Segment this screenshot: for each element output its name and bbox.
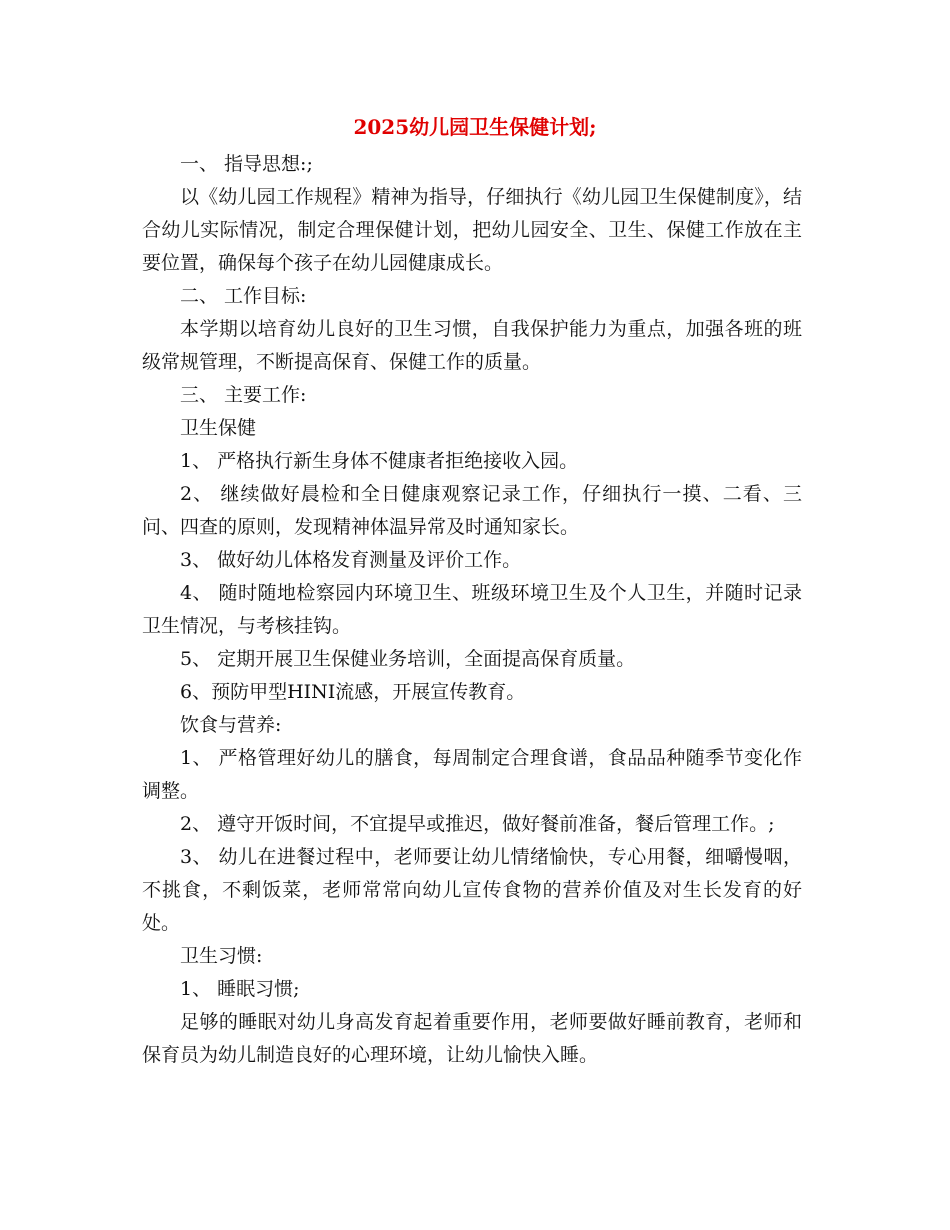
list-item: 6、预防甲型HINI流感，开展宣传教育。 (180, 681, 526, 703)
paragraph: 以《幼儿园工作规程》精神为指导，仔细执行《幼儿园卫生保健制度》，结合幼儿实际情况，制定合理保健计划，把幼儿园安全、卫生、保健工作放在主要位置，确保每个孩子在幼儿园健康成长。 (142, 186, 802, 274)
list-item: 1、 严格执行新生身体不健康者拒绝接收入园。 (180, 450, 579, 472)
list-item: 2、 遵守开饭时间，不宜提早或推迟，做好餐前准备，餐后管理工作。; (180, 813, 775, 835)
list-item: 1、 睡眠习惯; (180, 978, 300, 1000)
paragraph: 本学期以培育幼儿良好的卫生习惯，自我保护能力为重点，加强各班的班级常规管理，不断提高保育、保健工作的质量。 (142, 318, 802, 373)
list-item: 1、 严格管理好幼儿的膳食，每周制定合理食谱，食品品种随季节变化作调整。 (142, 747, 802, 802)
list-item: 2、 继续做好晨检和全日健康观察记录工作，仔细执行一摸、二看、三问、四查的原则，发现精神体温异常及时通知家长。 (142, 483, 802, 538)
subheading-health-care: 卫生保健 (180, 417, 257, 439)
list-item: 3、 做好幼儿体格发育测量及评价工作。 (180, 549, 522, 571)
document-title: 2025幼儿园卫生保健计划; (353, 115, 597, 139)
subheading-diet-nutrition: 饮食与营养: (180, 714, 282, 736)
section-heading-guiding-ideology: 一、 指导思想:; (180, 153, 313, 175)
paragraph: 足够的睡眠对幼儿身高发育起着重要作用，老师要做好睡前教育，老师和保育员为幼儿制造良好的心理环境，让幼儿愉快入睡。 (142, 1011, 802, 1066)
section-heading-work-goals: 二、 工作目标: (180, 285, 307, 307)
subheading-hygiene-habits: 卫生习惯: (180, 945, 263, 967)
list-item: 4、 随时随地检察园内环境卫生、班级环境卫生及个人卫生，并随时记录卫生情况，与考核挂钩。 (142, 582, 802, 637)
list-item: 3、 幼儿在进餐过程中，老师要让幼儿情绪愉快，专心用餐，细嚼慢咽，不挑食，不剩饭菜，老师常常向幼儿宣传食物的营养价值及对生长发育的好处。 (142, 846, 802, 934)
list-item: 5、 定期开展卫生保健业务培训，全面提高保育质量。 (180, 648, 636, 670)
document-body (142, 148, 802, 1072)
section-heading-main-work: 三、 主要工作: (180, 384, 307, 406)
